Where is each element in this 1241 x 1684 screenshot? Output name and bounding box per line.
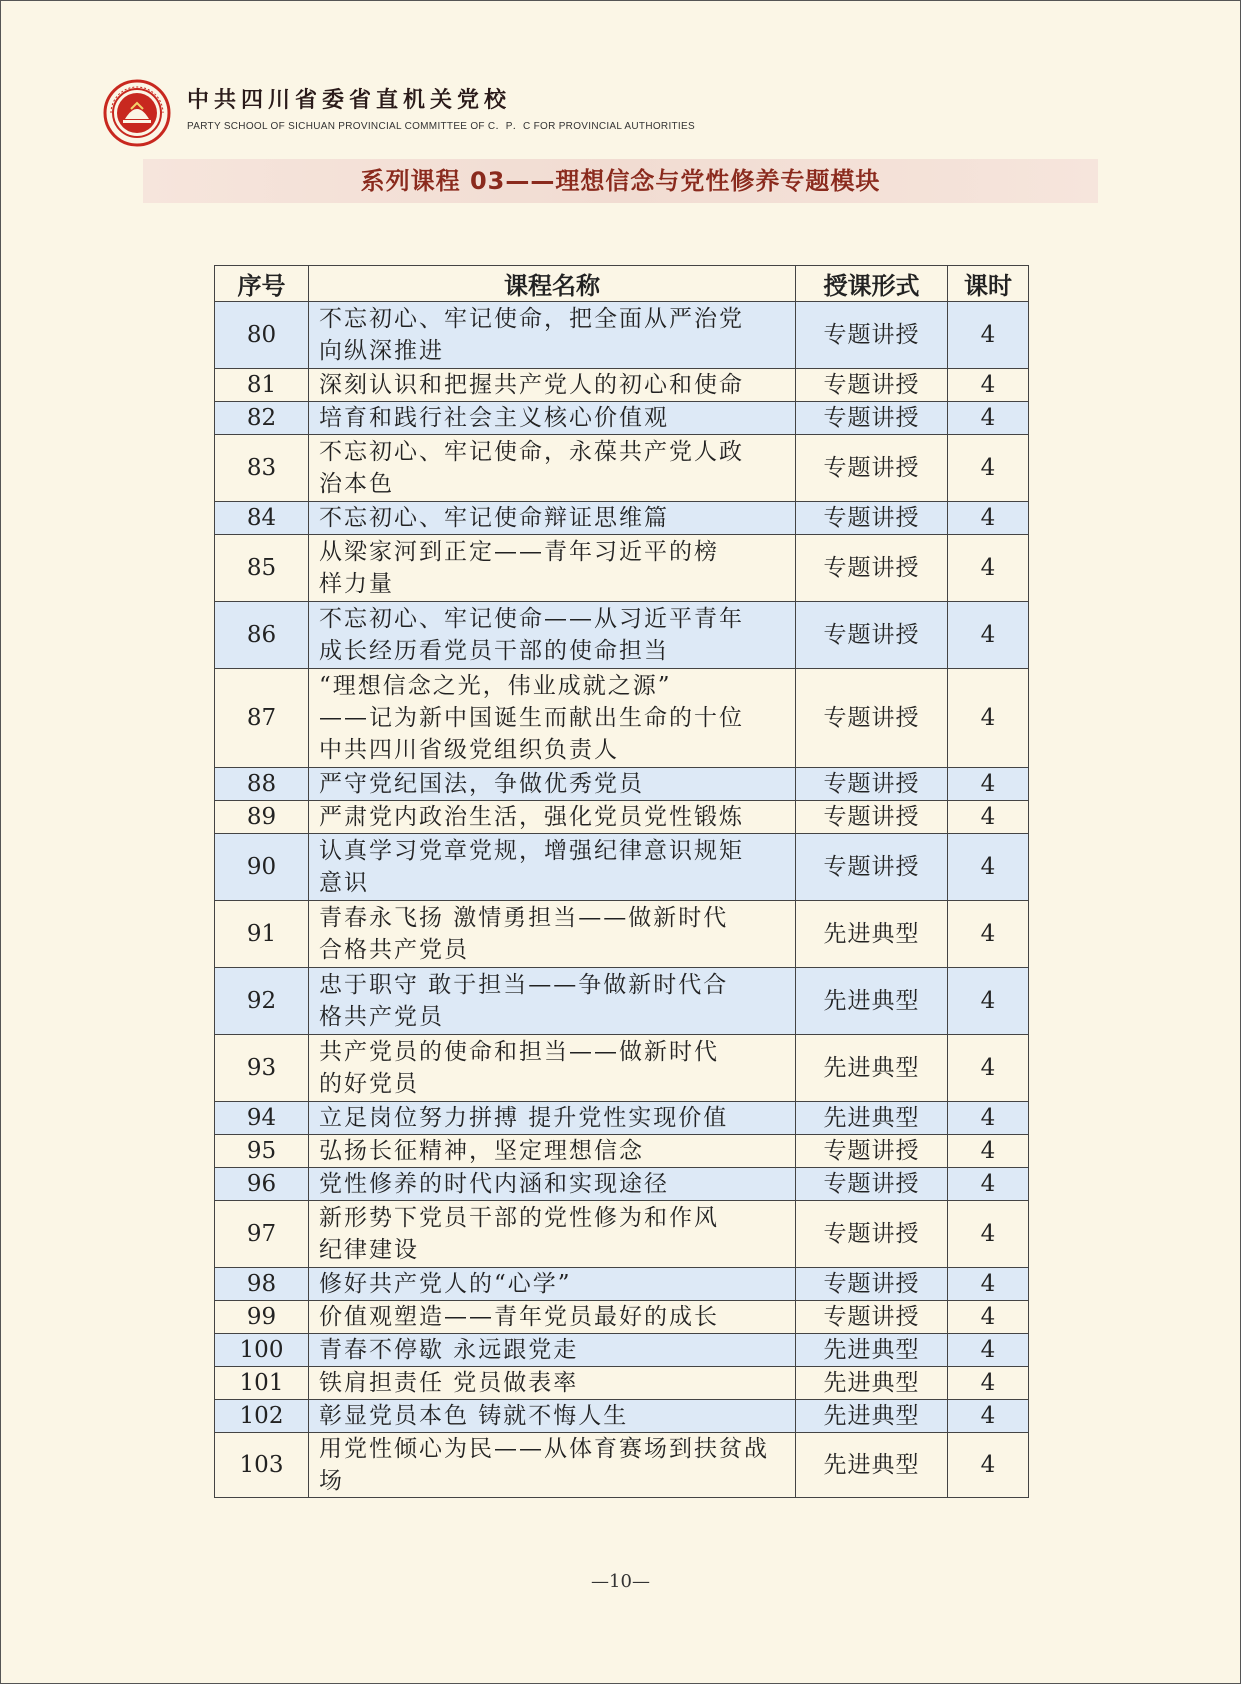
course-format: 专题讲授 <box>796 535 948 602</box>
table-header-row <box>215 266 1029 302</box>
course-name <box>309 968 796 1035</box>
course-hours: 4 <box>948 1102 1029 1135</box>
table-row <box>215 901 1029 968</box>
course-number: 97 <box>215 1201 309 1268</box>
course-name <box>309 435 796 502</box>
course-format: 专题讲授 <box>796 502 948 535</box>
course-number: 98 <box>215 1268 309 1301</box>
course-format: 专题讲授 <box>796 669 948 768</box>
course-name <box>309 1433 796 1498</box>
table-row <box>215 1400 1029 1433</box>
course-hours: 4 <box>948 502 1029 535</box>
course-name-line: 不忘初心、牢记使命辩证思维篇 <box>319 505 669 531</box>
header-format: 授课形式 <box>796 266 948 302</box>
course-name <box>309 502 796 535</box>
table-row <box>215 402 1029 435</box>
course-name-line: 不忘初心、牢记使命，把全面从严治党 <box>319 306 744 332</box>
course-name <box>309 1334 796 1367</box>
course-number: 87 <box>215 669 309 768</box>
course-name <box>309 901 796 968</box>
course-table <box>214 265 1029 1498</box>
course-name-line: 新形势下党员干部的党性修为和作风 <box>319 1205 719 1231</box>
course-format: 专题讲授 <box>796 801 948 834</box>
course-name-line: 共产党员的使命和担当——做新时代 <box>319 1039 719 1065</box>
course-name-line: 严肃党内政治生活，强化党员党性锻炼 <box>319 804 744 830</box>
table-row <box>215 1201 1029 1268</box>
table-row <box>215 502 1029 535</box>
course-number: 95 <box>215 1135 309 1168</box>
course-name-line: “理想信念之光，伟业成就之源” <box>319 673 672 699</box>
table-row <box>215 369 1029 402</box>
course-name <box>309 834 796 901</box>
table-row <box>215 1102 1029 1135</box>
table-row <box>215 1168 1029 1201</box>
course-format: 先进典型 <box>796 1035 948 1102</box>
course-name-line: 样力量 <box>319 571 394 597</box>
course-number: 85 <box>215 535 309 602</box>
course-name-line: 不忘初心、牢记使命——从习近平青年 <box>319 606 744 632</box>
course-name-line: 治本色 <box>319 471 394 497</box>
course-number: 103 <box>215 1433 309 1498</box>
table-row <box>215 1268 1029 1301</box>
course-name <box>309 402 796 435</box>
course-hours: 4 <box>948 1433 1029 1498</box>
section-title: 系列课程 03——理想信念与党性修养专题模块 <box>360 167 881 195</box>
course-name <box>309 1268 796 1301</box>
course-number: 90 <box>215 834 309 901</box>
course-name-line: 中共四川省级党组织负责人 <box>319 737 619 763</box>
course-name-line: 深刻认识和把握共产党人的初心和使命 <box>319 372 744 398</box>
course-name <box>309 801 796 834</box>
course-name <box>309 1102 796 1135</box>
course-hours: 4 <box>948 801 1029 834</box>
school-name-en: PARTY SCHOOL OF SICHUAN PROVINCIAL COMMITTEE OF C．P．C FOR PROVINCIAL AUTHORITIES <box>187 121 695 132</box>
table-row <box>215 801 1029 834</box>
course-name <box>309 1201 796 1268</box>
table-row <box>215 834 1029 901</box>
course-format: 先进典型 <box>796 1102 948 1135</box>
course-format: 先进典型 <box>796 901 948 968</box>
course-format: 专题讲授 <box>796 402 948 435</box>
table-row <box>215 435 1029 502</box>
course-number: 92 <box>215 968 309 1035</box>
course-name <box>309 369 796 402</box>
course-name-line: 认真学习党章党规，增强纪律意识规矩 <box>319 838 744 864</box>
course-name-line: 青春永飞扬 激情勇担当——做新时代 <box>319 905 729 931</box>
course-number: 99 <box>215 1301 309 1334</box>
course-name-line: 价值观塑造——青年党员最好的成长 <box>319 1304 719 1330</box>
course-name <box>309 1400 796 1433</box>
course-name-line: 意识 <box>319 870 369 896</box>
table-row <box>215 669 1029 768</box>
course-name-line: ——记为新中国诞生而献出生命的十位 <box>319 705 744 731</box>
course-number: 100 <box>215 1334 309 1367</box>
course-name-line: 格共产党员 <box>319 1004 444 1030</box>
course-number: 96 <box>215 1168 309 1201</box>
course-hours: 4 <box>948 669 1029 768</box>
course-format: 先进典型 <box>796 1400 948 1433</box>
course-number: 83 <box>215 435 309 502</box>
course-name <box>309 602 796 669</box>
table-row <box>215 1135 1029 1168</box>
course-format: 先进典型 <box>796 968 948 1035</box>
course-number: 101 <box>215 1367 309 1400</box>
header <box>99 73 799 149</box>
course-number: 93 <box>215 1035 309 1102</box>
course-name-line: 成长经历看党员干部的使命担当 <box>319 638 669 664</box>
course-number: 81 <box>215 369 309 402</box>
course-hours: 4 <box>948 1168 1029 1201</box>
course-name-line: 合格共产党员 <box>319 937 469 963</box>
course-hours: 4 <box>948 1268 1029 1301</box>
course-name-line: 纪律建设 <box>319 1237 419 1263</box>
course-name <box>309 535 796 602</box>
course-hours: 4 <box>948 968 1029 1035</box>
table-row <box>215 1433 1029 1498</box>
course-name-line: 的好党员 <box>319 1071 419 1097</box>
course-hours: 4 <box>948 1301 1029 1334</box>
course-name <box>309 1301 796 1334</box>
course-hours: 4 <box>948 834 1029 901</box>
course-name-line: 向纵深推进 <box>319 338 444 364</box>
course-format: 专题讲授 <box>796 1268 948 1301</box>
course-hours: 4 <box>948 1135 1029 1168</box>
course-format: 专题讲授 <box>796 302 948 369</box>
course-name-line: 从梁家河到正定——青年习近平的榜 <box>319 539 719 565</box>
course-number: 89 <box>215 801 309 834</box>
course-name <box>309 1135 796 1168</box>
course-name-line: 严守党纪国法，争做优秀党员 <box>319 771 644 797</box>
course-hours: 4 <box>948 535 1029 602</box>
course-format: 专题讲授 <box>796 768 948 801</box>
course-name-line: 彰显党员本色 铸就不悔人生 <box>319 1403 629 1429</box>
course-hours: 4 <box>948 302 1029 369</box>
table-row <box>215 968 1029 1035</box>
course-format: 专题讲授 <box>796 1201 948 1268</box>
course-format: 专题讲授 <box>796 1301 948 1334</box>
course-format: 先进典型 <box>796 1334 948 1367</box>
course-format: 先进典型 <box>796 1433 948 1498</box>
course-name-line: 立足岗位努力拼搏 提升党性实现价值 <box>319 1105 729 1131</box>
course-format: 专题讲授 <box>796 602 948 669</box>
school-name-cn: 中共四川省委省直机关党校 <box>187 87 512 113</box>
course-number: 82 <box>215 402 309 435</box>
table-row <box>215 768 1029 801</box>
party-school-emblem-icon <box>103 79 171 147</box>
course-hours: 4 <box>948 1367 1029 1400</box>
page-number: —10— <box>591 1571 650 1592</box>
course-name-line: 铁肩担责任 党员做表率 <box>319 1370 579 1396</box>
course-hours: 4 <box>948 602 1029 669</box>
header-num: 序号 <box>215 266 309 302</box>
table-row <box>215 1367 1029 1400</box>
table-row <box>215 535 1029 602</box>
course-hours: 4 <box>948 768 1029 801</box>
course-name <box>309 669 796 768</box>
course-hours: 4 <box>948 1334 1029 1367</box>
course-hours: 4 <box>948 1400 1029 1433</box>
course-hours: 4 <box>948 1201 1029 1268</box>
course-hours: 4 <box>948 369 1029 402</box>
course-hours: 4 <box>948 1035 1029 1102</box>
course-name-line: 培育和践行社会主义核心价值观 <box>319 405 669 431</box>
course-name-line: 青春不停歇 永远跟党走 <box>319 1337 579 1363</box>
course-hours: 4 <box>948 402 1029 435</box>
header-name: 课程名称 <box>309 266 796 302</box>
course-name <box>309 1367 796 1400</box>
course-hours: 4 <box>948 435 1029 502</box>
course-number: 86 <box>215 602 309 669</box>
section-banner <box>143 159 1098 203</box>
header-hours: 课时 <box>948 266 1029 302</box>
table-row <box>215 302 1029 369</box>
course-number: 102 <box>215 1400 309 1433</box>
course-name <box>309 768 796 801</box>
course-number: 88 <box>215 768 309 801</box>
course-name-line: 弘扬长征精神，坚定理想信念 <box>319 1138 644 1164</box>
course-name <box>309 1168 796 1201</box>
course-name-line: 修好共产党人的“心学” <box>319 1271 572 1297</box>
course-name <box>309 302 796 369</box>
course-name-line: 用党性倾心为民——从体育赛场到扶贫战场 <box>319 1436 769 1494</box>
course-number: 91 <box>215 901 309 968</box>
course-name-line: 党性修养的时代内涵和实现途径 <box>319 1171 669 1197</box>
course-format: 专题讲授 <box>796 435 948 502</box>
course-number: 84 <box>215 502 309 535</box>
course-format: 专题讲授 <box>796 834 948 901</box>
course-format: 专题讲授 <box>796 1168 948 1201</box>
course-format: 专题讲授 <box>796 369 948 402</box>
course-name-line: 忠于职守 敢于担当——争做新时代合 <box>319 972 729 998</box>
course-name-line: 不忘初心、牢记使命，永葆共产党人政 <box>319 439 744 465</box>
table-row <box>215 1301 1029 1334</box>
table-row <box>215 1334 1029 1367</box>
table-row <box>215 1035 1029 1102</box>
course-name <box>309 1035 796 1102</box>
table-body <box>215 302 1029 1498</box>
course-number: 80 <box>215 302 309 369</box>
course-format: 先进典型 <box>796 1367 948 1400</box>
course-format: 专题讲授 <box>796 1135 948 1168</box>
table-row <box>215 602 1029 669</box>
course-number: 94 <box>215 1102 309 1135</box>
course-hours: 4 <box>948 901 1029 968</box>
